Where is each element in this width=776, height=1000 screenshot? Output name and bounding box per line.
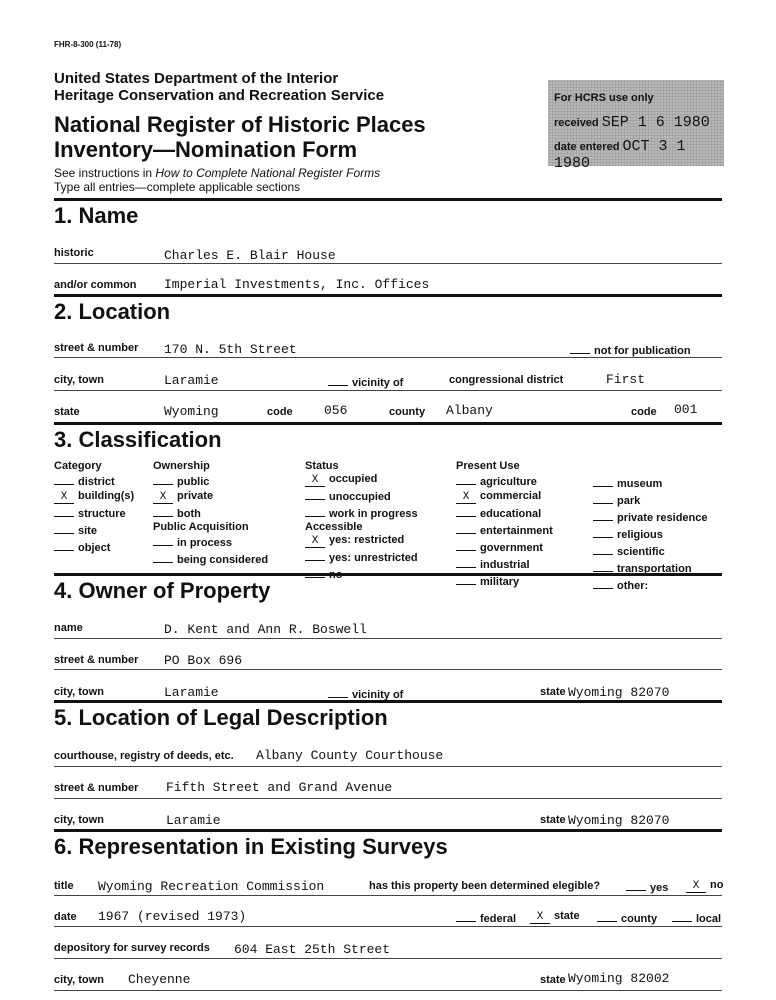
checkbox[interactable]: both bbox=[153, 504, 268, 521]
checkbox[interactable]: entertainment bbox=[456, 521, 553, 538]
survey-state-label: state bbox=[540, 974, 566, 986]
county-value: Albany bbox=[446, 403, 493, 418]
survey-title-label: title bbox=[54, 880, 74, 892]
owner-state-label: state bbox=[540, 686, 566, 698]
checkbox[interactable]: in process bbox=[153, 533, 268, 550]
depository-value: 604 East 25th Street bbox=[234, 942, 391, 957]
checkbox[interactable]: structure bbox=[54, 504, 134, 521]
checkbox[interactable]: agriculture bbox=[456, 472, 553, 489]
ownership-heading: Ownership bbox=[153, 460, 210, 472]
title-line2: Inventory—Nomination Form bbox=[54, 137, 358, 162]
state-checkbox[interactable]: X state bbox=[530, 909, 580, 924]
status-col bbox=[305, 460, 418, 582]
courthouse-value: Albany County Courthouse bbox=[256, 748, 444, 763]
title-line1: National Register of Historic Places bbox=[54, 112, 426, 137]
rule bbox=[54, 958, 722, 959]
checkbox[interactable]: private residence bbox=[593, 508, 708, 525]
code-label: code bbox=[267, 406, 293, 418]
checkbox[interactable]: X building(s) bbox=[54, 489, 134, 504]
rule bbox=[54, 263, 722, 264]
owner-street-label: street & number bbox=[54, 654, 139, 666]
owner-city-label: city, town bbox=[54, 686, 104, 698]
rule bbox=[54, 357, 722, 358]
instr-line2: Type all entries—complete applicable sections bbox=[54, 180, 301, 194]
status-heading: Status bbox=[305, 460, 339, 472]
checkbox[interactable]: X yes: restricted bbox=[305, 533, 418, 548]
county-label: county bbox=[389, 406, 426, 418]
not-for-publication[interactable] bbox=[570, 341, 691, 358]
code2-value: 001 bbox=[674, 402, 698, 417]
checkbox[interactable]: other: bbox=[593, 576, 708, 593]
historic-label: historic bbox=[54, 247, 94, 259]
checkbox[interactable]: park bbox=[593, 491, 708, 508]
rule bbox=[54, 766, 722, 767]
accessible-heading: Accessible bbox=[305, 521, 363, 533]
legal-state-value: Wyoming 82070 bbox=[568, 813, 670, 828]
instructions bbox=[54, 166, 380, 194]
owner-street-value: PO Box 696 bbox=[164, 653, 243, 668]
entered-label: date entered bbox=[554, 141, 620, 153]
received-value: SEP 1 6 1980 bbox=[601, 114, 710, 131]
checkbox[interactable]: site bbox=[54, 521, 134, 538]
section-name: 1. Name bbox=[54, 198, 722, 229]
checkbox[interactable]: work in progress bbox=[305, 504, 418, 521]
acquisition-heading: Public Acquisition bbox=[153, 521, 249, 533]
no-checkbox[interactable]: X no bbox=[686, 878, 723, 893]
checkbox[interactable]: X private bbox=[153, 489, 268, 504]
checkbox[interactable]: government bbox=[456, 538, 553, 555]
ownership-col bbox=[153, 460, 268, 567]
present-use-heading: Present Use bbox=[456, 460, 520, 472]
rule bbox=[54, 390, 722, 391]
county-checkbox[interactable]: county bbox=[597, 909, 657, 926]
rule bbox=[54, 669, 722, 670]
owner-vicinity[interactable]: vicinity of bbox=[328, 685, 403, 702]
section-surveys: 6. Representation in Existing Surveys bbox=[54, 829, 722, 860]
legal-state-label: state bbox=[540, 814, 566, 826]
state-label: state bbox=[54, 406, 80, 418]
entered-value: OCT 3 1 1980 bbox=[554, 138, 686, 172]
street-label: street & number bbox=[54, 342, 139, 354]
local-checkbox[interactable]: local bbox=[672, 909, 721, 926]
owner-name-label: name bbox=[54, 622, 83, 634]
owner-city-value: Laramie bbox=[164, 685, 219, 700]
checkbox[interactable]: educational bbox=[456, 504, 553, 521]
state-value: Wyoming bbox=[164, 404, 219, 419]
rule bbox=[54, 990, 722, 991]
category-heading: Category bbox=[54, 460, 102, 472]
checkbox[interactable]: industrial bbox=[456, 555, 553, 572]
legal-street-label: street & number bbox=[54, 782, 139, 794]
form-title bbox=[54, 112, 426, 162]
agency-line1: United States Department of the Interior bbox=[54, 70, 339, 87]
cd-label: congressional district bbox=[449, 374, 564, 386]
legal-city-value: Laramie bbox=[166, 813, 221, 828]
checkbox[interactable]: X commercial bbox=[456, 489, 553, 504]
form-number: FHR-8-300 (11-78) bbox=[54, 40, 122, 49]
vicinity-of[interactable] bbox=[328, 373, 403, 390]
owner-name-value: D. Kent and Ann R. Boswell bbox=[164, 622, 367, 637]
stamp-heading: For HCRS use only bbox=[554, 92, 654, 104]
section-legal: 5. Location of Legal Description bbox=[54, 700, 722, 731]
city-label: city, town bbox=[54, 374, 104, 386]
agency-line2: Heritage Conservation and Recreation Service bbox=[54, 87, 385, 104]
checkbox[interactable]: military bbox=[456, 572, 553, 589]
street-value: 170 N. 5th Street bbox=[164, 342, 297, 357]
section-location: 2. Location bbox=[54, 294, 722, 325]
city-value: Laramie bbox=[164, 373, 219, 388]
checkbox[interactable]: X occupied bbox=[305, 472, 418, 487]
checkbox[interactable]: unoccupied bbox=[305, 487, 418, 504]
checkbox[interactable]: scientific bbox=[593, 542, 708, 559]
hcrs-stamp bbox=[548, 80, 724, 172]
checkbox[interactable]: museum bbox=[593, 474, 708, 491]
rule bbox=[54, 638, 722, 639]
checkbox[interactable]: yes: unrestricted bbox=[305, 548, 418, 565]
yes-checkbox[interactable]: yes bbox=[626, 878, 668, 895]
checkbox[interactable]: being considered bbox=[153, 550, 268, 567]
checkbox[interactable]: transportation bbox=[593, 559, 708, 576]
common-label: and/or common bbox=[54, 279, 137, 291]
checkbox[interactable]: district bbox=[54, 472, 134, 489]
historic-value: Charles E. Blair House bbox=[164, 248, 336, 263]
section-classification: 3. Classification bbox=[54, 422, 722, 453]
survey-city-value: Cheyenne bbox=[128, 972, 191, 987]
present-use-col1 bbox=[456, 460, 553, 589]
instr-prefix: See instructions in bbox=[54, 166, 156, 180]
rule bbox=[54, 926, 722, 927]
survey-title-value: Wyoming Recreation Commission bbox=[98, 879, 325, 894]
checkbox[interactable]: no bbox=[305, 565, 418, 582]
agency-name bbox=[54, 70, 384, 104]
survey-date-value: 1967 (revised 1973) bbox=[98, 909, 247, 924]
depository-label: depository for survey records bbox=[54, 942, 210, 954]
vicinity-label: vicinity of bbox=[352, 377, 404, 389]
nfp-label: not for publication bbox=[594, 345, 691, 357]
owner-state-value: Wyoming 82070 bbox=[568, 685, 670, 700]
checkbox[interactable]: object bbox=[54, 538, 134, 555]
survey-state-value: Wyoming 82002 bbox=[568, 971, 670, 986]
legal-street-value: Fifth Street and Grand Avenue bbox=[166, 780, 393, 795]
received-label: received bbox=[554, 117, 599, 129]
survey-city-label: city, town bbox=[54, 974, 104, 986]
rule bbox=[54, 798, 722, 799]
code2-label: code bbox=[631, 406, 657, 418]
survey-date-label: date bbox=[54, 911, 77, 923]
cd-value: First bbox=[606, 372, 646, 387]
federal-checkbox[interactable]: federal bbox=[456, 909, 516, 926]
rule bbox=[54, 895, 722, 896]
common-value: Imperial Investments, Inc. Offices bbox=[164, 277, 430, 292]
checkbox[interactable]: religious bbox=[593, 525, 708, 542]
section-owner: 4. Owner of Property bbox=[54, 573, 722, 604]
legal-city-label: city, town bbox=[54, 814, 104, 826]
category-col bbox=[54, 460, 134, 555]
courthouse-label: courthouse, registry of deeds, etc. bbox=[54, 750, 234, 762]
code-value: 056 bbox=[324, 403, 348, 418]
checkbox[interactable]: public bbox=[153, 472, 268, 489]
instr-italic: How to Complete National Register Forms bbox=[155, 166, 381, 180]
eligible-label: has this property been determined elegible? bbox=[369, 880, 601, 892]
